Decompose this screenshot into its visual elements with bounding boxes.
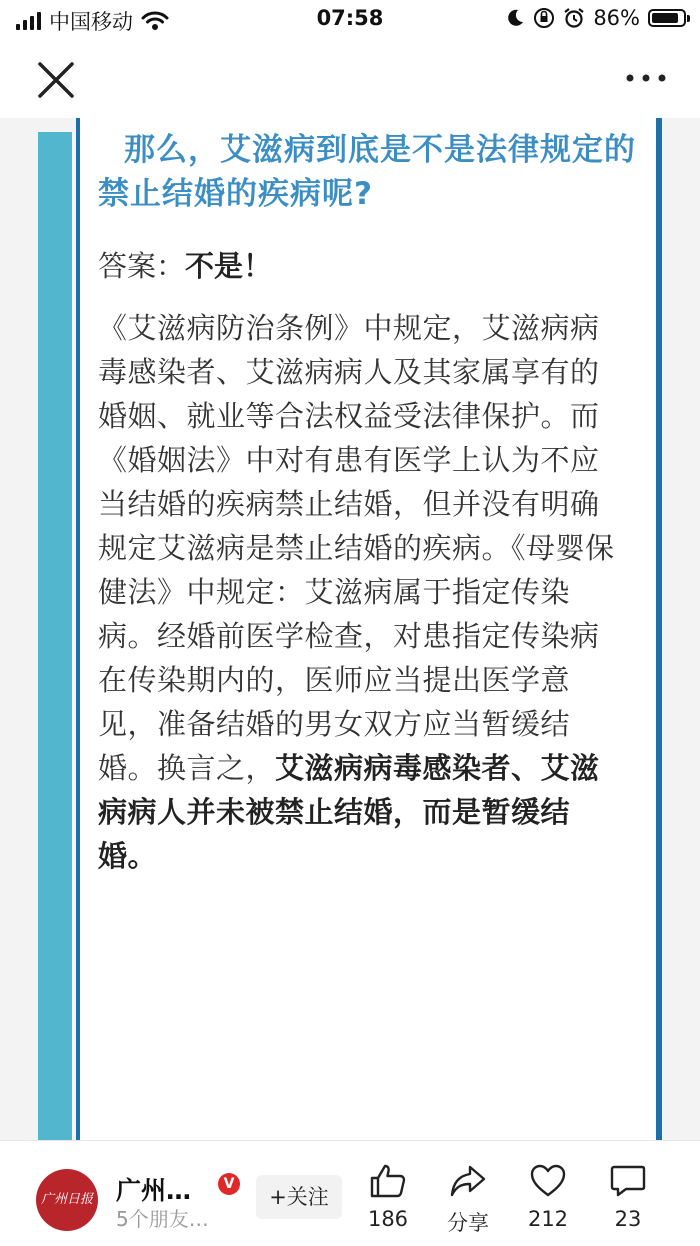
logo-text: 广州日报	[40, 1192, 93, 1207]
share-label: 分享	[447, 1211, 489, 1235]
article-content[interactable]	[0, 118, 700, 1140]
status-bar	[0, 0, 700, 40]
moon-icon	[505, 8, 525, 28]
follow-button[interactable]: +关注	[256, 1175, 342, 1219]
share-arrow-icon	[449, 1163, 487, 1199]
favorite-button[interactable]	[518, 1163, 578, 1231]
battery-fill	[652, 13, 678, 23]
publisher-avatar[interactable]	[36, 1169, 98, 1231]
question-heading: 那么，艾滋病到底是不是法律规定的禁止结婚的疾病呢?	[98, 132, 636, 212]
comment-button[interactable]	[598, 1163, 658, 1231]
orientation-lock-icon	[533, 7, 555, 29]
favorite-count: 212	[527, 1207, 569, 1231]
alarm-icon	[563, 7, 585, 29]
battery-percent: 86%	[593, 6, 640, 30]
answer-value: 不是！	[185, 249, 273, 283]
answer-prefix: 答案：	[98, 249, 186, 283]
verified-badge-icon: V	[218, 1173, 240, 1195]
status-time: 07:58	[316, 6, 384, 30]
close-button[interactable]	[34, 58, 78, 102]
status-right	[505, 6, 686, 30]
decorative-band	[38, 132, 72, 1140]
heart-icon	[529, 1163, 567, 1199]
bottom-bar	[0, 1140, 700, 1246]
answer-line	[98, 246, 638, 286]
body-emphasis: 艾滋病病毒感染者、艾滋病病人并未被禁止结婚，而是暂缓结婚。	[98, 751, 600, 873]
comment-bubble-icon	[609, 1163, 647, 1199]
share-button[interactable]	[438, 1163, 498, 1237]
publisher-name[interactable]: 广州…	[116, 1176, 192, 1205]
like-count: 186	[367, 1207, 409, 1231]
more-horizontal-icon	[624, 70, 668, 86]
comment-count: 23	[614, 1207, 642, 1231]
article-body	[98, 306, 628, 878]
close-icon	[34, 58, 78, 102]
more-button[interactable]	[624, 70, 668, 86]
thumbs-up-icon	[369, 1163, 407, 1199]
nav-bar	[0, 40, 700, 118]
like-button[interactable]	[358, 1163, 418, 1231]
battery-icon	[648, 9, 686, 27]
carrier-label: 中国移动	[49, 10, 133, 34]
body-paragraph: 《艾滋病防治条例》中规定，艾滋病病毒感染者、艾滋病病人及其家属享有的婚姻、就业等合法权益受法律保护。而《婚姻法》中对有患有医学上认为不应当结婚的疾病禁止结婚，但并没有明确规定艾滋病是禁止结婚的疾病。《母婴保健法》中规定：艾滋病属于指定传染病。经婚前医学检查，对患指定传染病在传染期内的，医师应当提出医学意见，准备结婚的男女双方应当暂缓结婚。换言之，	[98, 311, 615, 785]
friends-following: 5个朋友…	[116, 1207, 209, 1231]
article-card	[76, 118, 662, 1140]
